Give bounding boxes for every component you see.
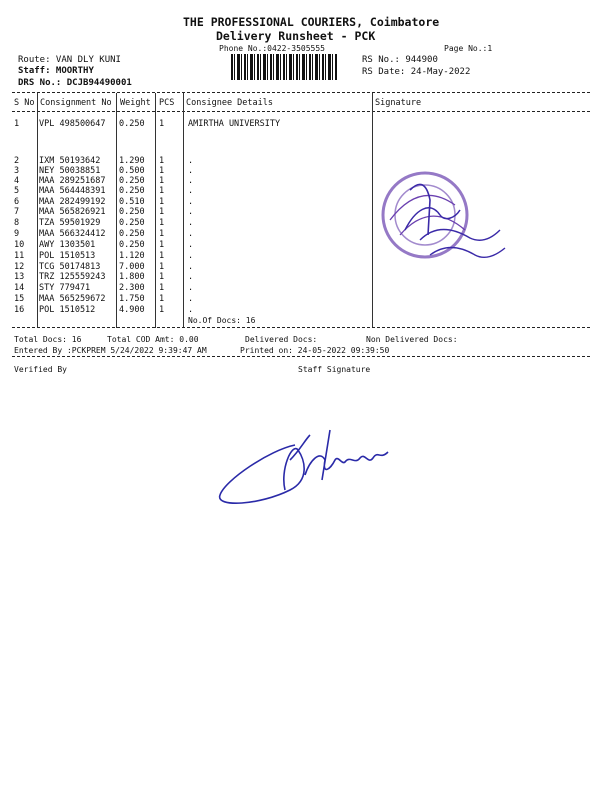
total-docs: Total Docs: 16 <box>14 335 82 344</box>
cell-consignee: . <box>188 283 194 293</box>
cell-weight: 0.250 <box>119 240 145 250</box>
staff-signature-label: Staff Signature <box>298 365 371 374</box>
cell-sno: 8 <box>14 218 20 228</box>
staff: Staff: MOORTHY <box>18 66 94 76</box>
cell-pcs: 1 <box>159 305 165 315</box>
cell-consignment: POL 1510513 <box>39 251 96 261</box>
cell-pcs: 1 <box>159 119 165 129</box>
cell-weight: 0.250 <box>119 207 145 217</box>
cell-consignee: . <box>188 156 194 166</box>
cell-weight: 0.250 <box>119 119 145 129</box>
phone-number: Phone No.:0422-3505555 <box>219 44 325 53</box>
cell-consignee: . <box>188 166 194 176</box>
signature-icon <box>210 420 410 510</box>
cell-pcs: 1 <box>159 197 165 207</box>
cell-consignee: . <box>188 305 194 315</box>
page-number: Page No.:1 <box>444 44 493 53</box>
cell-pcs: 1 <box>159 294 165 304</box>
table-row <box>0 283 600 294</box>
cell-consignment: IXM 50193642 <box>39 156 101 166</box>
drs-number: DRS No.: DCJB94490001 <box>18 78 132 88</box>
cell-consignment: STY 779471 <box>39 283 91 293</box>
cell-consignee: . <box>188 197 194 207</box>
cell-weight: 0.250 <box>119 186 145 196</box>
stamp-icon <box>370 160 520 280</box>
table-header <box>0 98 600 109</box>
cell-consignment: VPL 498500647 <box>39 119 106 129</box>
cell-consignee: . <box>188 229 194 239</box>
cell-sno: 16 <box>14 305 25 315</box>
cell-sno: 1 <box>14 119 20 129</box>
total-cod: Total COD Amt: 0.00 <box>107 335 199 344</box>
cell-consignee: . <box>188 218 194 228</box>
cell-consignee: . <box>188 240 194 250</box>
col-sno: S No <box>14 98 35 108</box>
cell-consignment: MAA 289251687 <box>39 176 106 186</box>
cell-sno: 9 <box>14 229 20 239</box>
cell-consignment: POL 1510512 <box>39 305 96 315</box>
entered-by: Entered By :PCKPREM 5/24/2022 9:39:47 AM <box>14 346 207 355</box>
cell-sno: 12 <box>14 262 25 272</box>
cell-consignee: . <box>188 207 194 217</box>
cell-consignee: . <box>188 262 194 272</box>
printed-on: Printed on: 24-05-2022 09:39:50 <box>240 346 390 355</box>
cell-pcs: 1 <box>159 283 165 293</box>
cell-consignee: . <box>188 176 194 186</box>
cell-weight: 0.500 <box>119 166 145 176</box>
divider <box>12 356 590 357</box>
cell-consignment: MAA 564448391 <box>39 186 106 196</box>
cell-weight: 0.250 <box>119 176 145 186</box>
cell-sno: 7 <box>14 207 20 217</box>
cell-consignee: . <box>188 186 194 196</box>
cell-sno: 10 <box>14 240 25 250</box>
cell-pcs: 1 <box>159 218 165 228</box>
cell-sno: 11 <box>14 251 25 261</box>
table-row <box>0 119 600 130</box>
divider <box>12 111 590 112</box>
non-delivered-docs: Non Delivered Docs: <box>366 335 458 344</box>
cell-weight: 0.250 <box>119 218 145 228</box>
cell-consignment: AWY 1303501 <box>39 240 96 250</box>
cell-pcs: 1 <box>159 229 165 239</box>
cell-sno: 14 <box>14 283 25 293</box>
cell-sno: 15 <box>14 294 25 304</box>
company-name: THE PROFESSIONAL COURIERS, Coimbatore <box>183 15 440 29</box>
barcode-icon <box>231 54 338 80</box>
col-weight: Weight <box>120 98 151 108</box>
cell-pcs: 1 <box>159 186 165 196</box>
cell-pcs: 1 <box>159 251 165 261</box>
cell-sno: 13 <box>14 272 25 282</box>
table-row <box>0 305 600 316</box>
cell-pcs: 1 <box>159 166 165 176</box>
cell-consignment: MAA 566324412 <box>39 229 106 239</box>
cell-sno: 5 <box>14 186 20 196</box>
col-pcs: PCS <box>159 98 175 108</box>
rs-number: RS No.: 944900 <box>362 55 438 65</box>
table-row <box>0 294 600 305</box>
cell-consignee: . <box>188 251 194 261</box>
cell-weight: 1.750 <box>119 294 145 304</box>
cell-weight: 1.800 <box>119 272 145 282</box>
divider <box>12 327 590 328</box>
cell-weight: 4.900 <box>119 305 145 315</box>
col-signature: Signature <box>375 98 422 108</box>
cell-pcs: 1 <box>159 262 165 272</box>
cell-consignment: MAA 282499192 <box>39 197 106 207</box>
cell-weight: 0.250 <box>119 229 145 239</box>
delivered-docs: Delivered Docs: <box>245 335 318 344</box>
divider <box>12 92 590 93</box>
cell-consignment: TZA 59501929 <box>39 218 101 228</box>
cell-consignee: . <box>188 294 194 304</box>
cell-weight: 0.510 <box>119 197 145 207</box>
route: Route: VAN DLY KUNI <box>18 55 121 65</box>
verified-by: Verified By <box>14 365 67 374</box>
cell-weight: 1.120 <box>119 251 145 261</box>
cell-weight: 1.290 <box>119 156 145 166</box>
cell-sno: 3 <box>14 166 20 176</box>
cell-consignment: NEY 50038851 <box>39 166 101 176</box>
col-consignment: Consignment No <box>40 98 112 108</box>
cell-consignee: . <box>188 272 194 282</box>
cell-consignment: TCG 50174813 <box>39 262 101 272</box>
cell-pcs: 1 <box>159 272 165 282</box>
rs-date: RS Date: 24-May-2022 <box>362 67 471 77</box>
cell-weight: 7.000 <box>119 262 145 272</box>
cell-weight: 2.300 <box>119 283 145 293</box>
cell-pcs: 1 <box>159 240 165 250</box>
cell-consignment: MAA 565826921 <box>39 207 106 217</box>
cell-pcs: 1 <box>159 207 165 217</box>
cell-consignee: AMIRTHA UNIVERSITY <box>188 119 281 129</box>
cell-pcs: 1 <box>159 176 165 186</box>
col-consignee: Consignee Details <box>186 98 273 108</box>
doc-title: Delivery Runsheet - PCK <box>216 29 376 43</box>
cell-sno: 2 <box>14 156 20 166</box>
no-of-docs: No.Of Docs: 16 <box>188 316 256 325</box>
cell-consignment: TRZ 125559243 <box>39 272 106 282</box>
cell-sno: 4 <box>14 176 20 186</box>
cell-pcs: 1 <box>159 156 165 166</box>
cell-sno: 6 <box>14 197 20 207</box>
cell-consignment: MAA 565259672 <box>39 294 106 304</box>
